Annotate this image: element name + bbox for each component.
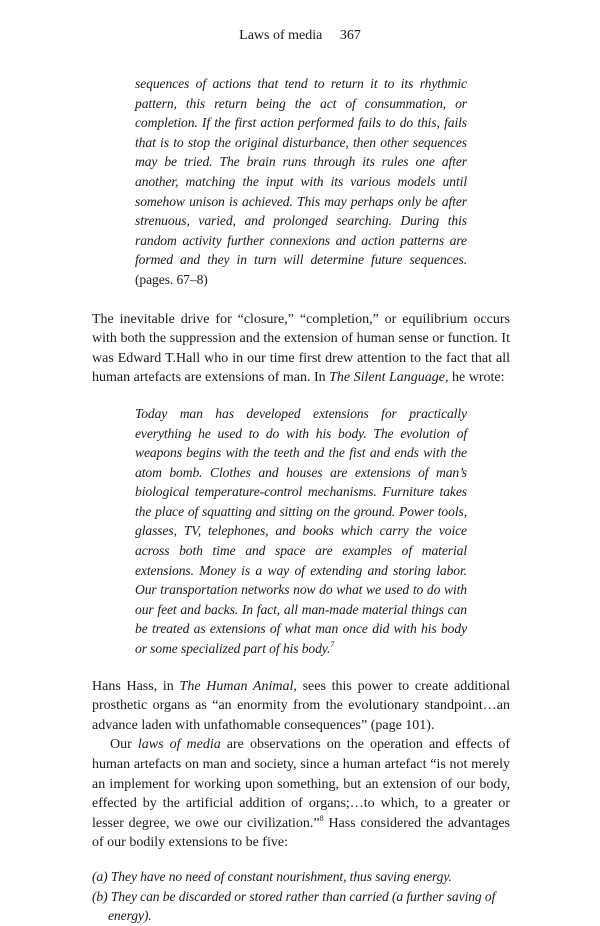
paragraph-1	[92, 310, 510, 388]
book-title-silent-language: The Silent Language,	[329, 370, 449, 386]
paragraph-3	[92, 735, 510, 853]
running-head	[0, 27, 600, 45]
page-body	[92, 74, 510, 926]
paragraph-3-text-end: Hass considered the advantages of our bodily extensions to be five:	[92, 815, 510, 851]
emphasis-laws-of-media: laws of media	[137, 737, 221, 753]
paragraph-3-text: Our	[110, 737, 138, 753]
book-title-human-animal: The Human Animal,	[179, 678, 297, 694]
paragraph-3-text-middle: are observations on the operation and effects of human artefacts on man and society, since a human artefact “is not merely an implement for working upon something, but an extension of our body, effected by the artificial addition of organs;…to which, to a greater or lesser degree, we owe our civilization.”	[92, 737, 510, 831]
page-number: 367	[339, 28, 361, 43]
spacer	[92, 290, 510, 310]
paragraph-1-text: The inevitable drive for “closure,” “completion,” or equilibrium occurs with both the suppression and the extension of human sense or function. It was Edward T.Hall who in our time first drew attention to the fact that all human artefacts are extensions of man. In	[92, 311, 510, 386]
spacer	[92, 659, 510, 677]
paragraph-2-text-end: sees this power to create additional prosthetic organs as “an enormity from the evolutionary standpoint…an advance laden with unfathomable consequences” (page 101).	[92, 678, 510, 733]
list-item: (b) They can be discarded or stored rather than carried (a further saving of energy).	[92, 888, 496, 924]
running-head-title: Laws of media	[239, 28, 323, 43]
block-quote-2-text: Today man has developed extensions for practically everything he used to do with his body. The evolution of weapons begins with the teeth and the fist and ends with the atom bomb. Clothes and houses are extensions of man’s biological temperature-control mechanisms. Furniture takes the place of squatting and sitting on the ground. Power tools, glasses, TV, telephones, and books which carry the voice across both time and space are examples of material extensions. Money is a way of extending and storing labor. Our transportation networks now do what we used to do with our feet and backs. In fact, all man-made material things can be treated as extensions of what man once did with his body or some specialized part of his body.	[135, 405, 467, 657]
block-quote-1-citation: (pages. 67–8)	[135, 271, 208, 287]
block-quote-1	[135, 74, 467, 290]
spacer	[92, 853, 510, 867]
list-item: (a) They have no need of constant nourishment, thus saving energy.	[92, 868, 452, 884]
footnote-marker-8: 8	[319, 813, 324, 823]
paragraph-2-text: Hans Hass, in	[92, 678, 180, 694]
paragraph-1-text-end: he wrote:	[448, 370, 505, 386]
spacer	[92, 388, 510, 404]
paragraph-2	[92, 677, 510, 736]
footnote-marker-7: 7	[330, 640, 335, 650]
advantages-list	[92, 867, 510, 926]
block-quote-1-text: sequences of actions that tend to return it to its rhythmic pattern, this return being the act of consummation, or completion. If the first action performed fails to do this, fails that is to stop the original disturbance, then other sequences may be tried. The brain runs through its rules one after another, matching the input with its various models until somehow unison is achieved. This may perhaps only be after strenuous, varied, and prolonged searching. During this random activity further connexions and action patterns are formed and they in turn will determine future sequences.	[135, 76, 467, 268]
block-quote-2	[135, 404, 467, 659]
